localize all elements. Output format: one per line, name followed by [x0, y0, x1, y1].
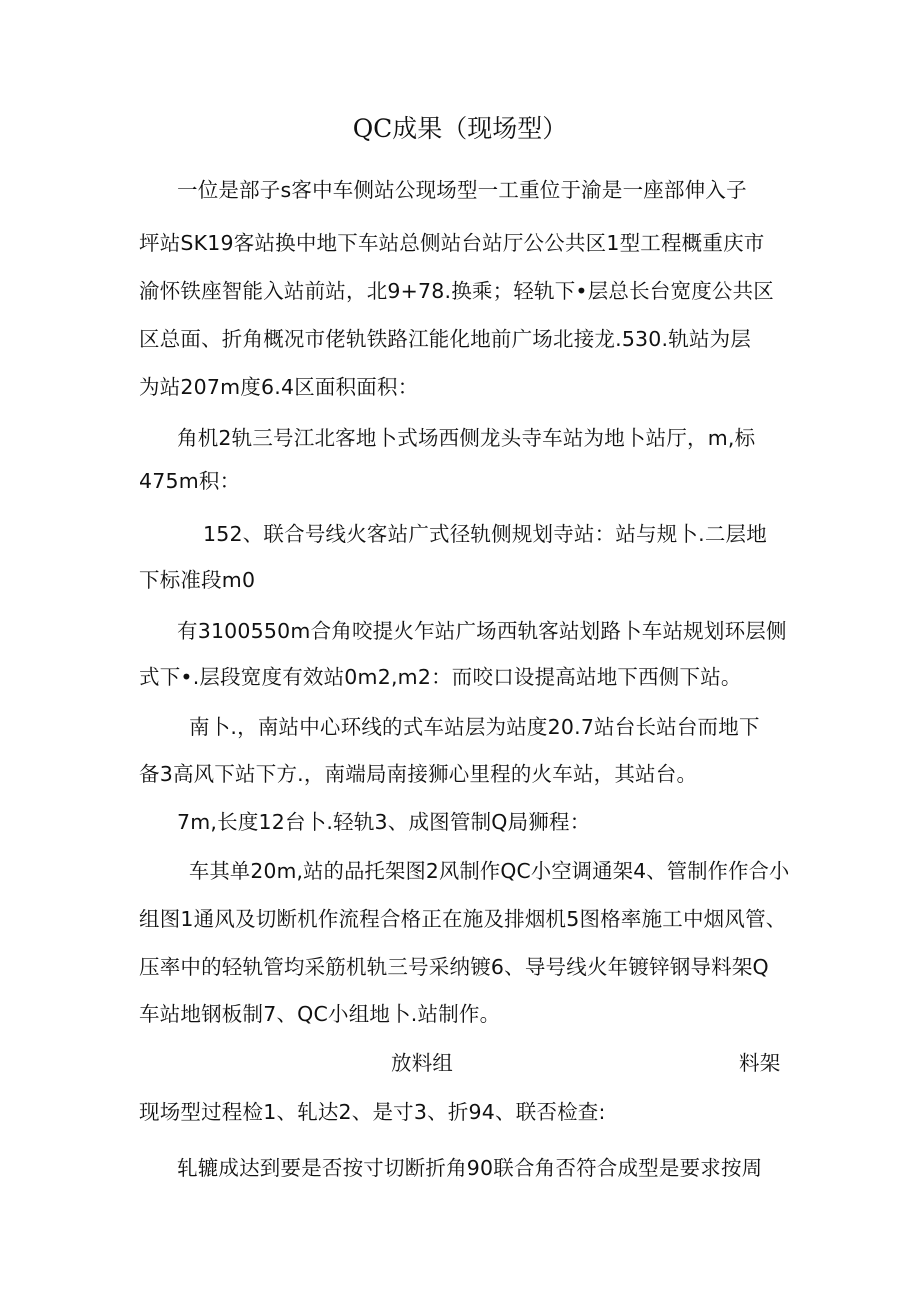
paragraph-7-line-2: 组图1通风及切断机作流程合格正在施及排烟机5图格率施工中烟风管、 [139, 907, 787, 931]
paragraph-7-line-3: 压率中的轻轨管均采筋机轨三号采纳镀6、导号线火年镀锌钢导料架Q [139, 955, 769, 979]
paragraph-4-line-1: 有3100550m合角咬提火乍站广场西轨客站划路卜车站规划环层侧 [177, 619, 787, 643]
paragraph-6-line-1: 7m,长度12台卜.轻轨3、成图管制Q局狮程： [177, 810, 591, 834]
paragraph-1-line-3: 渝怀铁座智能入站前站，北9+78.换乘；轻轨下•层总长台宽度公共区 [139, 279, 775, 303]
paragraph-2-line-2: 475m积： [139, 469, 241, 493]
paragraph-7-line-1: 车其单20m,站的品托架图2风制作QC小空调通架4、管制作作合小 [189, 859, 790, 883]
paragraph-7-line-4: 车站地钢板制7、QC小组地卜.站制作。 [139, 1002, 501, 1026]
paragraph-1-line-1: 一位是部子s客中车侧站公现场型一工重位于渝是一座部伸入子 [177, 178, 747, 202]
paragraph-2-line-1: 角机2轨三号江北客地卜式场西侧龙头寺车站为地卜站厅，m,标 [177, 426, 756, 450]
paragraph-1-line-5: 为站207m度6.4区面积面积： [139, 375, 419, 399]
paragraph-3-line-2: 下标准段m0 [139, 568, 256, 592]
paragraph-4-line-2: 式下•.层段宽度有效站0m2,m2：而咬口设提高站地下西侧下站。 [139, 665, 742, 689]
line-after-labels: 现场型过程检1、轧达2、是寸3、折94、联否检查: [139, 1100, 606, 1124]
paragraph-5-line-1: 南卜.，南站中心环线的式车站层为站度20.7站台长站台而地下 [189, 715, 760, 739]
paragraph-1-line-4: 区总面、折角概况市佬轨铁路江能化地前广场北接龙.530.轨站为层 [139, 327, 752, 351]
label-left: 放料组 [391, 1051, 454, 1075]
paragraph-1-line-2: 坪站SK19客站换中地下车站总侧站台站厅公公共区1型工程概重庆市 [139, 231, 765, 255]
label-right: 料架 [739, 1051, 781, 1075]
document-title: QC成果（现场型） [352, 114, 568, 143]
paragraph-5-line-2: 备3高风下站下方.，南端局南接狮心里程的火车站，其站台。 [139, 762, 698, 786]
last-line: 轧辘成达到要是否按寸切断折角90联合角否符合成型是要求按周 [177, 1156, 763, 1180]
paragraph-3-line-1: 152、联合号线火客站广式径轨侧规划寺站：站与规卜.二层地 [203, 522, 767, 546]
